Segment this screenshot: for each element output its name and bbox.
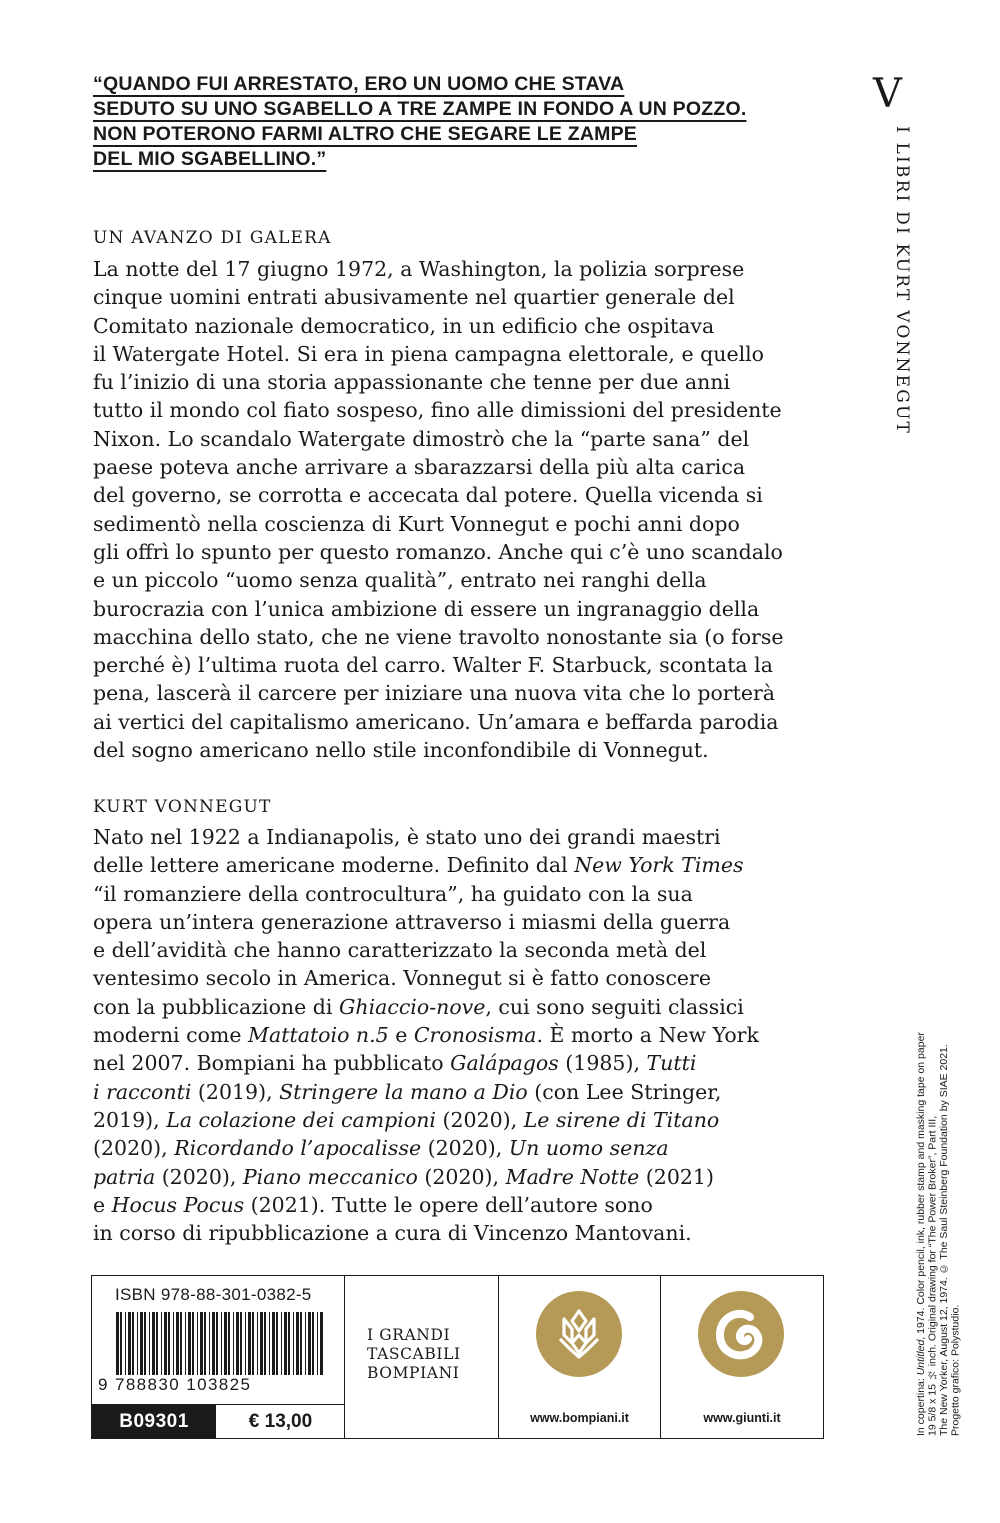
synopsis-line: e un piccolo “uomo senza qualità”, entrato nei ranghi della: [93, 568, 707, 593]
barcode-bar: [168, 1312, 170, 1375]
text-run: (2020),: [417, 1164, 506, 1189]
barcode-bar: [125, 1312, 126, 1375]
quote-line: NON POTERONO FARMI ALTRO CHE SEGARE LE ZAMPE: [93, 123, 637, 145]
text-run: in corso di ripubblicazione a cura di Vincenzo Mantovani.: [93, 1221, 692, 1246]
text-run: (2019),: [191, 1079, 280, 1104]
synopsis-line: cinque uomini entrati abusivamente nel quartier generale del: [93, 285, 735, 310]
section-title-synopsis: UN AVANZO DI GALERA: [93, 228, 332, 248]
barcode-bar: [257, 1312, 258, 1375]
barcode-bar: [320, 1312, 323, 1375]
text-run: , cui sono seguiti classici: [485, 994, 744, 1019]
barcode-bar: [308, 1312, 311, 1375]
barcode-bar: [192, 1312, 194, 1375]
text-run: delle lettere americane moderne. Definito dal: [93, 853, 575, 878]
quote-line: DEL MIO SGABELLINO.”: [93, 148, 327, 170]
author-bio-line: [93, 1021, 853, 1049]
barcode-bar: [245, 1312, 246, 1375]
text-run: (2020),: [421, 1136, 509, 1161]
barcode-bar: [140, 1312, 143, 1375]
barcode-bar: [209, 1312, 210, 1375]
text-run: moderni come: [93, 1023, 249, 1048]
barcode-bar: [128, 1312, 131, 1375]
synopsis-line: sedimentò nella coscienza di Kurt Vonnegut e pochi anni dopo: [93, 511, 740, 536]
author-bio-line: [93, 880, 853, 908]
barcode-image: [116, 1312, 326, 1375]
barcode-bar: [120, 1312, 122, 1375]
barcode-bar: [149, 1312, 150, 1375]
text-run: Nato nel 1922 a Indianapolis, è stato uno dei grandi maestri: [93, 825, 721, 849]
text-run: . È morto a New York: [536, 1023, 759, 1048]
italic-title: New York Times: [574, 853, 744, 878]
text-run: nel 2007. Bompiani ha pubblicato: [93, 1051, 451, 1076]
author-bio-text: [93, 823, 853, 1247]
barcode-bar: [212, 1312, 215, 1375]
text-run: (2020),: [93, 1136, 175, 1161]
author-bio-line: [93, 936, 853, 964]
author-bio-line: [93, 993, 853, 1021]
text-run: (con Lee Stringer,: [527, 1079, 722, 1104]
text-run: (2020),: [155, 1164, 243, 1189]
text-run: 19 5/8 x 15 ½ inch. Original drawing for “The Power Broker”, Part III,: [926, 1115, 939, 1436]
series-title-vertical: I LIBRI DI KURT VONNEGUT: [892, 126, 912, 436]
barcode-bar: [260, 1312, 263, 1375]
bompiani-url: www.bompiani.it: [530, 1411, 629, 1425]
italic-title: Un uomo senza: [508, 1136, 669, 1161]
italic-title: Mattatoio n.5: [248, 1023, 389, 1048]
barcode-cell: [92, 1276, 345, 1438]
quote-line: SEDUTO SU UNO SGABELLO A TRE ZAMPE IN FONDO A UN POZZO.: [93, 98, 747, 120]
barcode-bar: [221, 1312, 222, 1375]
author-bio-line: [93, 1134, 853, 1162]
barcode-bar: [173, 1312, 174, 1375]
barcode-bar: [228, 1312, 230, 1375]
barcode-bar: [152, 1312, 155, 1375]
text-run: Progetto grafico: Polystudio.: [949, 1304, 962, 1436]
author-bio-line: [93, 851, 853, 879]
author-bio-line: [93, 908, 853, 936]
author-bio-line: [93, 1106, 853, 1134]
italic-title: Le sirene di Titano: [523, 1107, 720, 1132]
italic-title: Galápagos: [450, 1051, 559, 1076]
barcode-bar: [305, 1312, 306, 1375]
synopsis-line: il Watergate Hotel. Si era in piena campagna elettorale, e quello: [93, 341, 765, 366]
barcode-bar: [276, 1312, 278, 1375]
text-run: The New Yorker, August 12, 1974. © The Saul Steinberg Foundation by SIAE 2021.: [938, 1044, 950, 1436]
credits-line: [951, 1006, 963, 1436]
barcode-bar: [296, 1312, 299, 1375]
barcode-bar: [240, 1312, 242, 1375]
giunti-logo-icon: [698, 1291, 784, 1377]
synopsis-line: perché è) l’ultima ruota del carro. Walter F. Starbuck, scontata la: [93, 653, 773, 678]
series-name-line: I GRANDI: [367, 1326, 451, 1344]
barcode-bar: [197, 1312, 198, 1375]
text-run: “il romanziere della controcultura”, ha guidato con la sua: [93, 881, 693, 906]
back-cover-quote: [93, 72, 853, 172]
barcode-bar: [132, 1312, 134, 1375]
synopsis-line: gli offrì lo spunto per questo romanzo. Anche qui c’è uno scandalo: [93, 539, 783, 564]
synopsis-line: Nixon. Lo scandalo Watergate dimostrò che la “parte sana” del: [93, 426, 750, 451]
italic-title: Ricordando l’apocalisse: [174, 1136, 422, 1161]
barcode-bar: [252, 1312, 254, 1375]
barcode-bar: [284, 1312, 287, 1375]
product-code: B09301: [92, 1405, 216, 1439]
barcode-bar: [176, 1312, 179, 1375]
code-price-row: [92, 1404, 345, 1439]
synopsis-line: tutto il mondo col fiato sospeso, fino alle dimissioni del presidente: [93, 398, 782, 423]
barcode-bar: [281, 1312, 282, 1375]
italic-title: La colazione dei campioni: [166, 1107, 436, 1132]
text-run: (1985),: [558, 1051, 647, 1076]
italic-title: Tutti: [646, 1051, 697, 1076]
quote-line: “QUANDO FUI ARRESTATO, ERO UN UOMO CHE STAVA: [93, 73, 625, 95]
barcode-bar: [317, 1312, 318, 1375]
barcode-bar: [161, 1312, 162, 1375]
barcode-bar: [272, 1312, 275, 1375]
synopsis-line: La notte del 17 giugno 1972, a Washington, la polizia sorprese: [93, 257, 745, 281]
text-run: opera un’intera generazione attraverso i miasmi della guerra: [93, 909, 731, 934]
giunti-url: www.giunti.it: [703, 1411, 781, 1425]
bompiani-logo-icon: [536, 1291, 622, 1377]
author-bio-line: [93, 1163, 853, 1191]
price: € 13,00: [248, 1411, 313, 1432]
barcode-bar: [264, 1312, 266, 1375]
text-run: (2020),: [435, 1107, 524, 1132]
barcode-number: 9 788830 103825: [98, 1375, 252, 1394]
section-title-author: KURT VONNEGUT: [93, 797, 272, 817]
italic-title: Cronosisma: [413, 1023, 537, 1048]
barcode-bar: [233, 1312, 234, 1375]
barcode-bar: [137, 1312, 138, 1375]
barcode-bar: [312, 1312, 314, 1375]
author-bio-line: [93, 1078, 853, 1106]
synopsis-line: del governo, se corrotta e accecata dal potere. Quella vicenda si: [93, 483, 763, 508]
synopsis-line: pena, lascerà il carcere per iniziare una nuova vita che lo porterà: [93, 681, 775, 706]
barcode-bar: [288, 1312, 290, 1375]
barcode-bar: [144, 1312, 146, 1375]
italic-title: i racconti: [93, 1079, 192, 1104]
series-cell: [345, 1276, 499, 1438]
synopsis-line: Comitato nazionale democratico, in un edificio che ospitava: [93, 313, 715, 338]
author-bio-line: [93, 1049, 853, 1077]
series-name: [367, 1326, 461, 1383]
synopsis-line: burocrazia con l’unica ambizione di essere un ingranaggio della: [93, 596, 760, 621]
author-bio-line: [93, 1219, 853, 1247]
italic-title: patria: [93, 1164, 156, 1189]
series-name-line: TASCABILI: [367, 1345, 461, 1363]
barcode-bar: [204, 1312, 206, 1375]
author-bio-line: [93, 964, 853, 992]
barcode-bar: [216, 1312, 218, 1375]
italic-title: Hocus Pocus: [111, 1192, 245, 1217]
synopsis-line: fu l’inizio di una storia appassionante che tenne per due anni: [93, 370, 731, 395]
barcode-bar: [185, 1312, 186, 1375]
synopsis-line: del sogno americano nello stile inconfondibile di Vonnegut.: [93, 738, 709, 763]
italic-title: Madre Notte: [505, 1164, 640, 1189]
barcode-bar: [300, 1312, 302, 1375]
barcode-bar: [180, 1312, 182, 1375]
barcode-bar: [293, 1312, 294, 1375]
italic-title: Ghiaccio-nove: [338, 994, 486, 1019]
italic-title: Stringere la mano a Dio: [279, 1079, 528, 1104]
barcode-box: [91, 1275, 824, 1439]
italic-title: Piano meccanico: [242, 1164, 418, 1189]
giunti-cell: [661, 1276, 823, 1438]
bompiani-cell: [499, 1276, 661, 1438]
barcode-bar: [269, 1312, 270, 1375]
isbn-text: ISBN 978-88-301-0382-5: [115, 1285, 312, 1304]
text-run: , 1974. Color pencil, ink, rubber stamp and masking tape on paper: [915, 1032, 927, 1340]
author-bio-line: [93, 823, 853, 851]
text-run: In copertina:: [915, 1375, 927, 1436]
synopsis-line: paese poteva anche arrivare a sbarazzarsi della più alta carica: [93, 455, 746, 480]
text-run: con la pubblicazione di: [93, 994, 339, 1019]
barcode-bar: [164, 1312, 167, 1375]
text-run: ventesimo secolo in America. Vonnegut si è fatto conoscere: [93, 966, 711, 991]
text-run: e: [93, 1192, 112, 1217]
synopsis-line: macchina dello stato, che ne viene travolto nonostante sia (o forse: [93, 624, 784, 649]
barcode-bar: [248, 1312, 251, 1375]
barcode-bar: [188, 1312, 191, 1375]
synopsis-text: [93, 255, 853, 764]
synopsis-line: ai vertici del capitalismo americano. Un’amara e beffarda parodia: [93, 709, 779, 734]
barcode-bar: [236, 1312, 239, 1375]
author-bio-line: [93, 1191, 853, 1219]
barcode-bar: [116, 1312, 119, 1375]
barcode-bar: [224, 1312, 227, 1375]
publisher-logo-letter: V: [873, 71, 902, 117]
text-run: (2021). Tutte le opere dell’autore sono: [244, 1192, 653, 1217]
text-run: e: [388, 1023, 414, 1048]
text-run: 2019),: [93, 1107, 167, 1132]
barcode-bar: [200, 1312, 203, 1375]
cover-credits: [916, 1006, 966, 1436]
series-name-line: BOMPIANI: [367, 1364, 460, 1382]
barcode-bar: [156, 1312, 158, 1375]
text-run: (2021): [639, 1164, 714, 1189]
italic-title: Untitled: [915, 1339, 927, 1376]
text-run: e dell’avidità che hanno caratterizzato la seconda metà del: [93, 938, 707, 963]
